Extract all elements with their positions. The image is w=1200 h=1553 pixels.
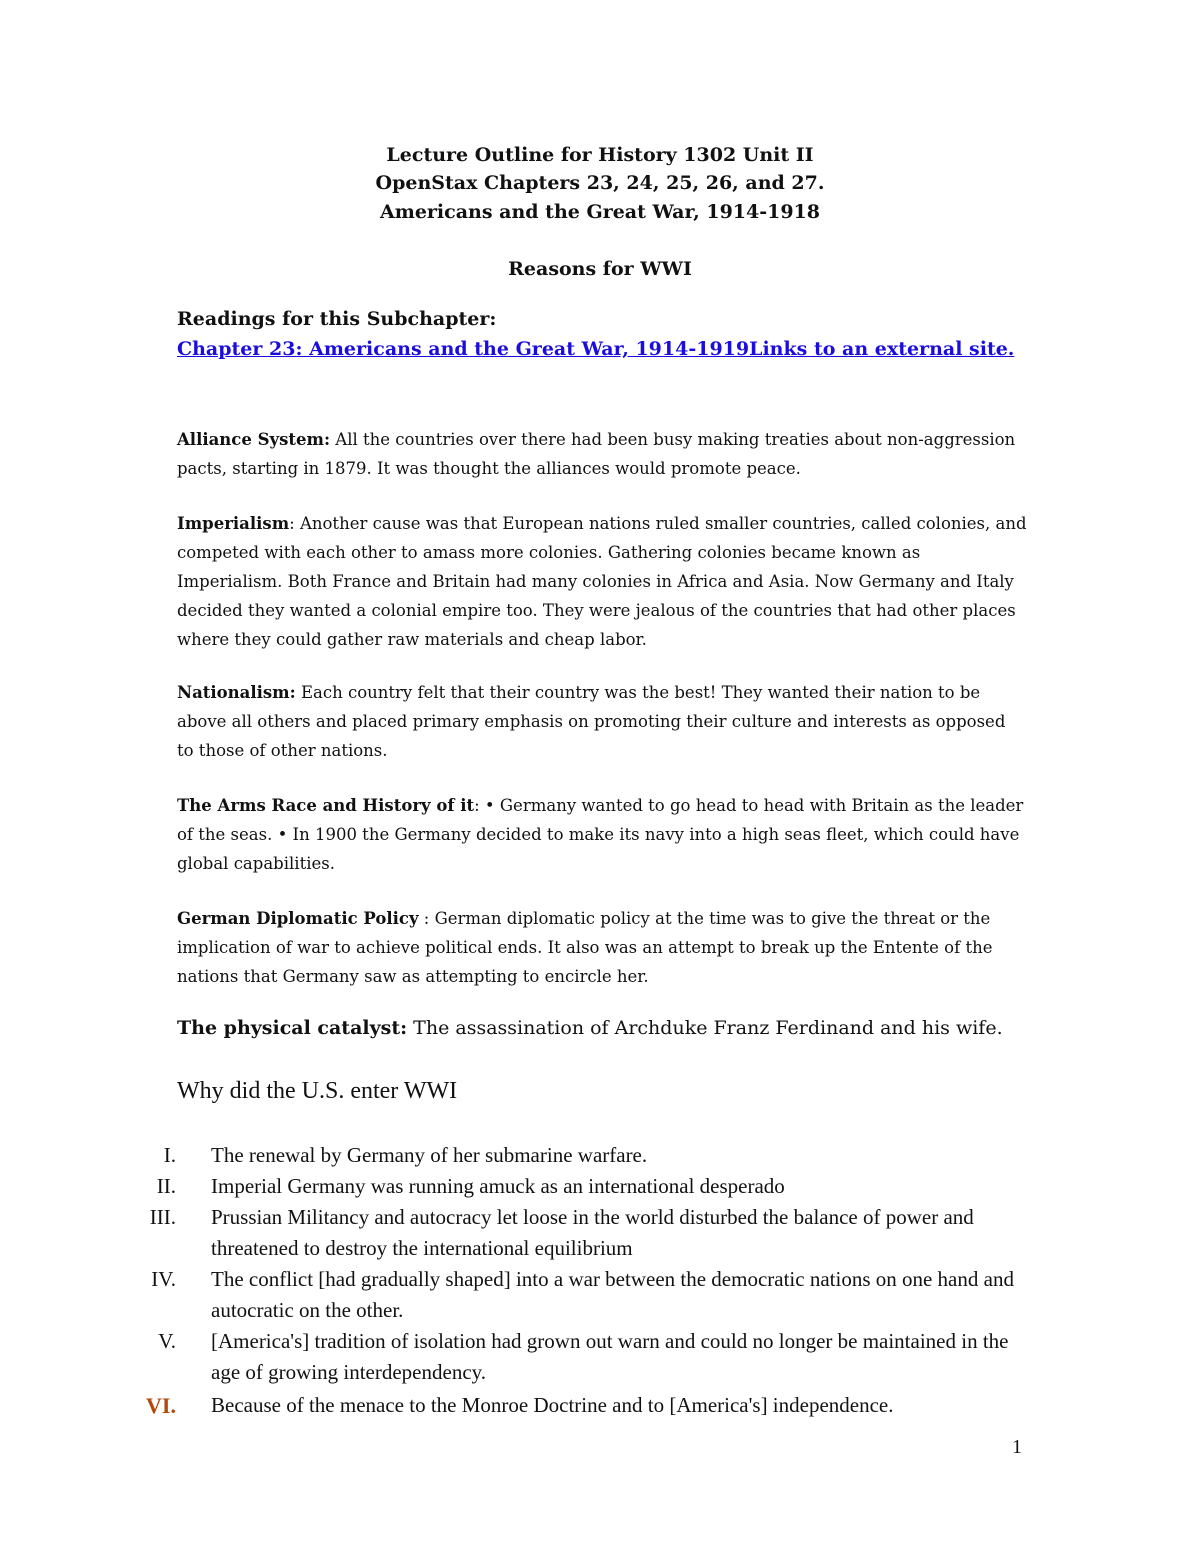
term: German Diplomatic Policy xyxy=(177,909,419,928)
header-line-2: OpenStax Chapters 23, 24, 25, 26, and 27. xyxy=(375,172,825,194)
term: The Arms Race and History of it xyxy=(177,796,475,815)
paragraph-text: : Another cause was that European nations ruled smaller countries, called colonies, and competed with each other to amass more colonies. Gathering colonies became known as Imperialism. Both France and Britain had many colonies in Africa and Asia. Now Germany and Italy decided they wanted a colonial empire too. They were jealous of the countries that had other places where they could gather raw materials and cheap labor. xyxy=(177,514,1027,649)
paragraph-text: All the countries over there had been busy making treaties about non-aggression pacts, starting in 1879. It was thought the alliances would promote peace. xyxy=(177,430,1016,478)
term: Alliance System: xyxy=(177,430,331,449)
header-line-1: Lecture Outline for History 1302 Unit II xyxy=(386,144,814,166)
paragraph-imperialism xyxy=(177,509,1027,654)
page-number: 1 xyxy=(1012,1436,1022,1458)
paragraph-nationalism xyxy=(177,678,1027,765)
list-text: The renewal by Germany of her submarine warfare. xyxy=(211,1143,648,1167)
paragraph-text: : • Germany wanted to go head to head with Britain as the leader of the seas. • In 1900 the Germany decided to make its navy into a high seas fleet, which could have global capabilities. xyxy=(177,796,1024,873)
list-number: V. xyxy=(158,1329,176,1353)
catalyst-text: The assassination of Archduke Franz Ferdinand and his wife. xyxy=(407,1017,1003,1039)
paragraph-arms-race xyxy=(177,791,1027,878)
physical-catalyst xyxy=(177,1017,1003,1039)
list-number: IV. xyxy=(151,1267,176,1291)
list-text: The conflict [had gradually shaped] into a war between the democratic nations on one hand and autocratic on the other. xyxy=(211,1267,1014,1322)
term: Imperialism xyxy=(177,514,290,533)
chapter-23-link[interactable]: Chapter 23: Americans and the Great War, 1914-1919Links to an external site. xyxy=(177,338,1015,360)
header-line-3: Americans and the Great War, 1914-1918 xyxy=(379,201,820,223)
list-number: II. xyxy=(156,1174,176,1198)
list-text: Because of the menace to the Monroe Doctrine and to [America's] independence. xyxy=(211,1393,894,1417)
list-number: VI. xyxy=(146,1393,176,1418)
term: The physical catalyst: xyxy=(177,1017,408,1039)
readings-label: Readings for this Subchapter: xyxy=(177,308,497,330)
term: Nationalism: xyxy=(177,683,296,702)
list-text: [America's] tradition of isolation had grown out warn and could no longer be maintained in the age of growing interdependency. xyxy=(211,1329,1009,1384)
paragraph-text: : German diplomatic policy at the time was to give the threat or the implication of war to achieve political ends. It also was an attempt to break up the Entente of the nations that Germany saw as attempting to encircle her. xyxy=(177,909,993,986)
paragraph-german-diplomatic-policy xyxy=(177,904,1027,991)
paragraph-text: Each country felt that their country was the best! They wanted their nation to be above all others and placed primary emphasis on promoting their culture and interests as opposed to those of other nations. xyxy=(177,683,1006,760)
paragraph-alliance-system xyxy=(177,425,1027,483)
list-number: III. xyxy=(149,1205,176,1229)
section-title: Reasons for WWI xyxy=(508,258,692,280)
list-number: I. xyxy=(163,1143,176,1167)
us-entry-heading: Why did the U.S. enter WWI xyxy=(177,1078,458,1104)
list-text: Imperial Germany was running amuck as an international desperado xyxy=(211,1174,785,1198)
list-text: Prussian Militancy and autocracy let loose in the world disturbed the balance of power and threatened to destroy the international equilibrium xyxy=(211,1205,974,1260)
